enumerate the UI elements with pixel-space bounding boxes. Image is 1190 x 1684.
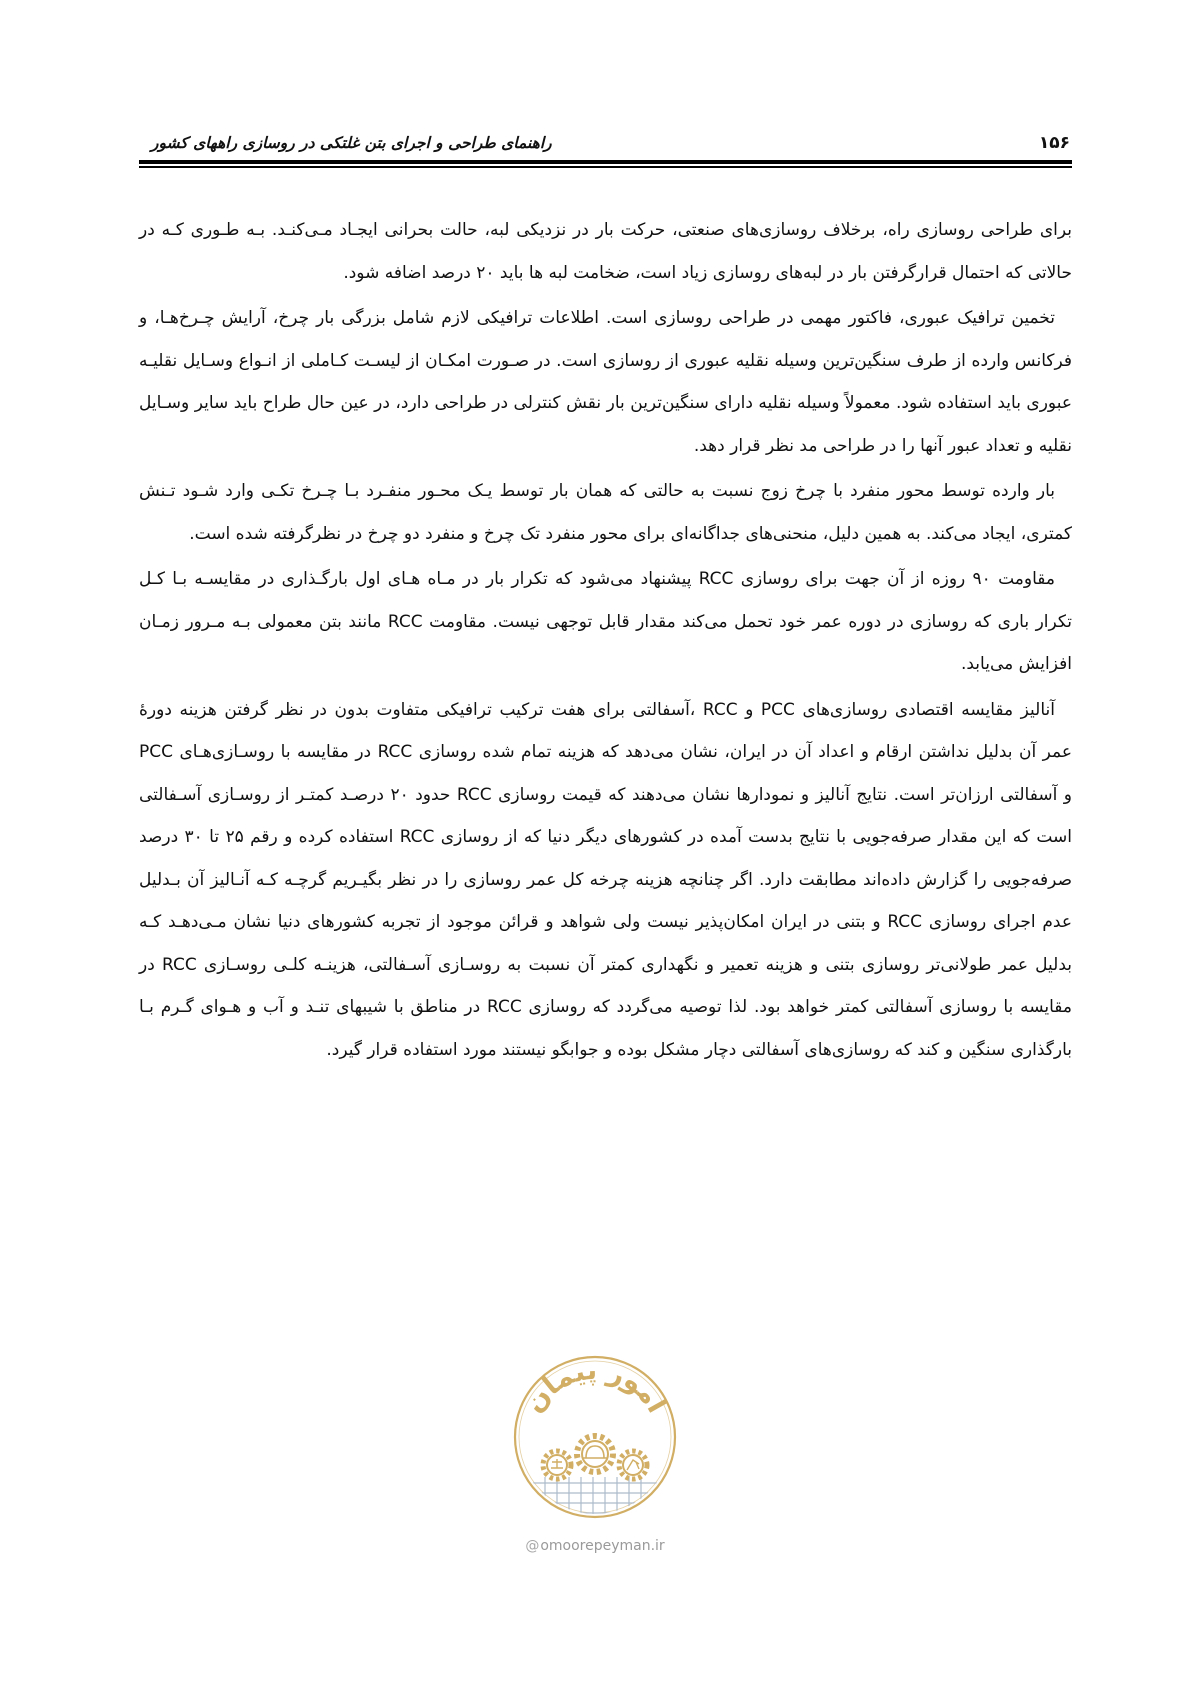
logo-text: امور پیمان <box>518 1354 673 1419</box>
text-line: فرکانس وارده از طرف سنگین‌ترین وسیله نقلیه عبوری از روسازی است. در صـورت امکـان از لیسـت کـاملی از انـواع وسـایل نقلیـه <box>139 350 1072 371</box>
text-line: بار وارده توسط محور منفرد با چرخ زوج نسبت به حالتی که همان بار توسط یـک محـور منفـرد بـا چـرخ تکـی وارد شـود تـنش <box>139 481 1055 501</box>
watermark-logo <box>495 1337 695 1537</box>
paragraph <box>139 209 1072 294</box>
text-line: کمتری، ایجاد می‌کند. به همین دلیل، منحنی‌های جداگانه‌ای برای محور منفرد تک چرخ و منفرد دو چرخ در نظرگرفته شده است. <box>189 523 1072 544</box>
paragraph <box>139 470 1072 555</box>
text-line: عبوری باید استفاده شود. معمولاً وسیله نقلیه دارای سنگین‌ترین بار نقش کنترلی در طراحی دارد، در عین حال طراح باید سایر وسـایل <box>139 393 1072 413</box>
watermark-site-text: omoorepeyman.ir <box>540 1538 665 1554</box>
paragraph <box>139 558 1072 686</box>
excavator-icon <box>627 1460 639 1470</box>
text-line: است که این مقدار صرفه‌جویی با نتایج بدست آمده در کشورهای دیگر دنیا که از روسازی RCC استفاده کرده و رقم ۲۵ تا ۳۰ درصد <box>139 827 1072 847</box>
gear-icon-center <box>577 1436 613 1472</box>
scales-icon <box>551 1459 563 1468</box>
running-header-title: راهنمای طراحی و اجرای بتن غلتکی در روسازی راههای کشور <box>151 134 552 152</box>
text-line: تکرار باری که روسازی در دوره عمر خود تحمل می‌کند مقدار قابل توجهی نیست. مقاومت RCC مانند بتن معمولی بـه مـرور زمـان <box>139 611 1073 632</box>
paragraph <box>139 689 1072 1072</box>
text-line: صرفه‌جویی را گزارش داده‌اند مطابقت دارد. اگر چنانچه هزینه چرخه کل عمر روسازی را در نظر بگیـریم گرچـه کـه آنـالیز آن بـدلیل <box>139 869 1072 890</box>
text-line: مقاومت ۹۰ روزه از آن جهت برای روسازی RCC پیشنهاد می‌شود که تکرار بار در مـاه هـای اول بارگـذاری در مقایسـه بـا کـل <box>139 569 1055 589</box>
text-line: عدم اجرای روسازی RCC و بتنی در ایران امکان‌پذیر نیست ولی شواهد و قرائن موجود از تجربه کشورهای دنیا نشان مـی‌دهـد کـه <box>139 912 1072 932</box>
gear-icon-right <box>619 1451 647 1479</box>
text-line: و آسفالتی ارزان‌تر است. نتایج آنالیز و نمودارها نشان می‌دهند که قیمت روسازی RCC حدود ۲۰ درصـد کمتـر از روسـازی آسـفالتی <box>139 784 1072 805</box>
hard-hat-icon <box>583 1446 607 1458</box>
header-rule-thick <box>139 160 1072 164</box>
logo-grid <box>515 1477 675 1527</box>
text-line: نقلیه و تعداد عبور آنها را در طراحی مد نظر قرار دهد. <box>693 435 1072 456</box>
text-line: بارگذاری سنگین و کند که روسازی‌های آسفالتی دچار مشکل بوده و جوابگو نیستند مورد استفاده قرار گیرد. <box>326 1039 1072 1060</box>
running-header <box>139 126 1072 160</box>
watermark-site <box>445 1538 745 1554</box>
text-line: آنالیز مقایسه اقتصادی روسازی‌های PCC و RCC ،آسفالتی برای هفت ترکیب ترافیکی متفاوت بدون در نظر گرفتن هزینه دورهٔ <box>139 699 1055 720</box>
text-line: عمر آن بدلیل نداشتن ارقام و اعداد آن در ایران، نشان می‌دهد که هزینه تمام شده روسازی RCC در مقایسه با روسـازی‌هـای PCC <box>139 742 1072 762</box>
text-line: بدلیل عمر طولانی‌تر روسازی بتنی و هزینه تعمیر و نگهداری کمتر آن نسبت به روسـازی آسـفالتی، هزینـه کلـی روسـازی RCC در <box>139 954 1073 975</box>
gear-icon-left <box>543 1451 571 1479</box>
body-text <box>139 209 1072 1071</box>
text-line: مقایسه با روسازی آسفالتی کمتر خواهد بود. لذا توصیه می‌گردد که روسازی RCC در مناطق با شیبهای تنـد و آب و هـوای گـرم بـا <box>139 997 1072 1017</box>
text-line: حالاتی که احتمال قرارگرفتن بار در لبه‌های روسازی زیاد است، ضخامت لبه ها باید ۲۰ درصد اضافه شود. <box>343 262 1072 283</box>
paragraph <box>139 297 1072 467</box>
text-line: افزایش می‌یابد. <box>960 654 1072 674</box>
text-line: برای طراحی روسازی راه، برخلاف روسازی‌های صنعتی، حرکت بار در نزدیکی لبه، حالت بحرانی ایجـاد مـی‌کنـد. بـه طـوری کـه در <box>139 220 1072 240</box>
at-icon: @ <box>525 1538 540 1554</box>
header-rule-thin <box>139 166 1072 168</box>
page-number: ۱۵۶ <box>1038 133 1070 153</box>
text-line: تخمین ترافیک عبوری، فاکتور مهمی در طراحی روسازی است. اطلاعات ترافیکی لازم شامل بزرگی بار چرخ، آرایش چـرخ‌هـا، و <box>139 308 1055 328</box>
